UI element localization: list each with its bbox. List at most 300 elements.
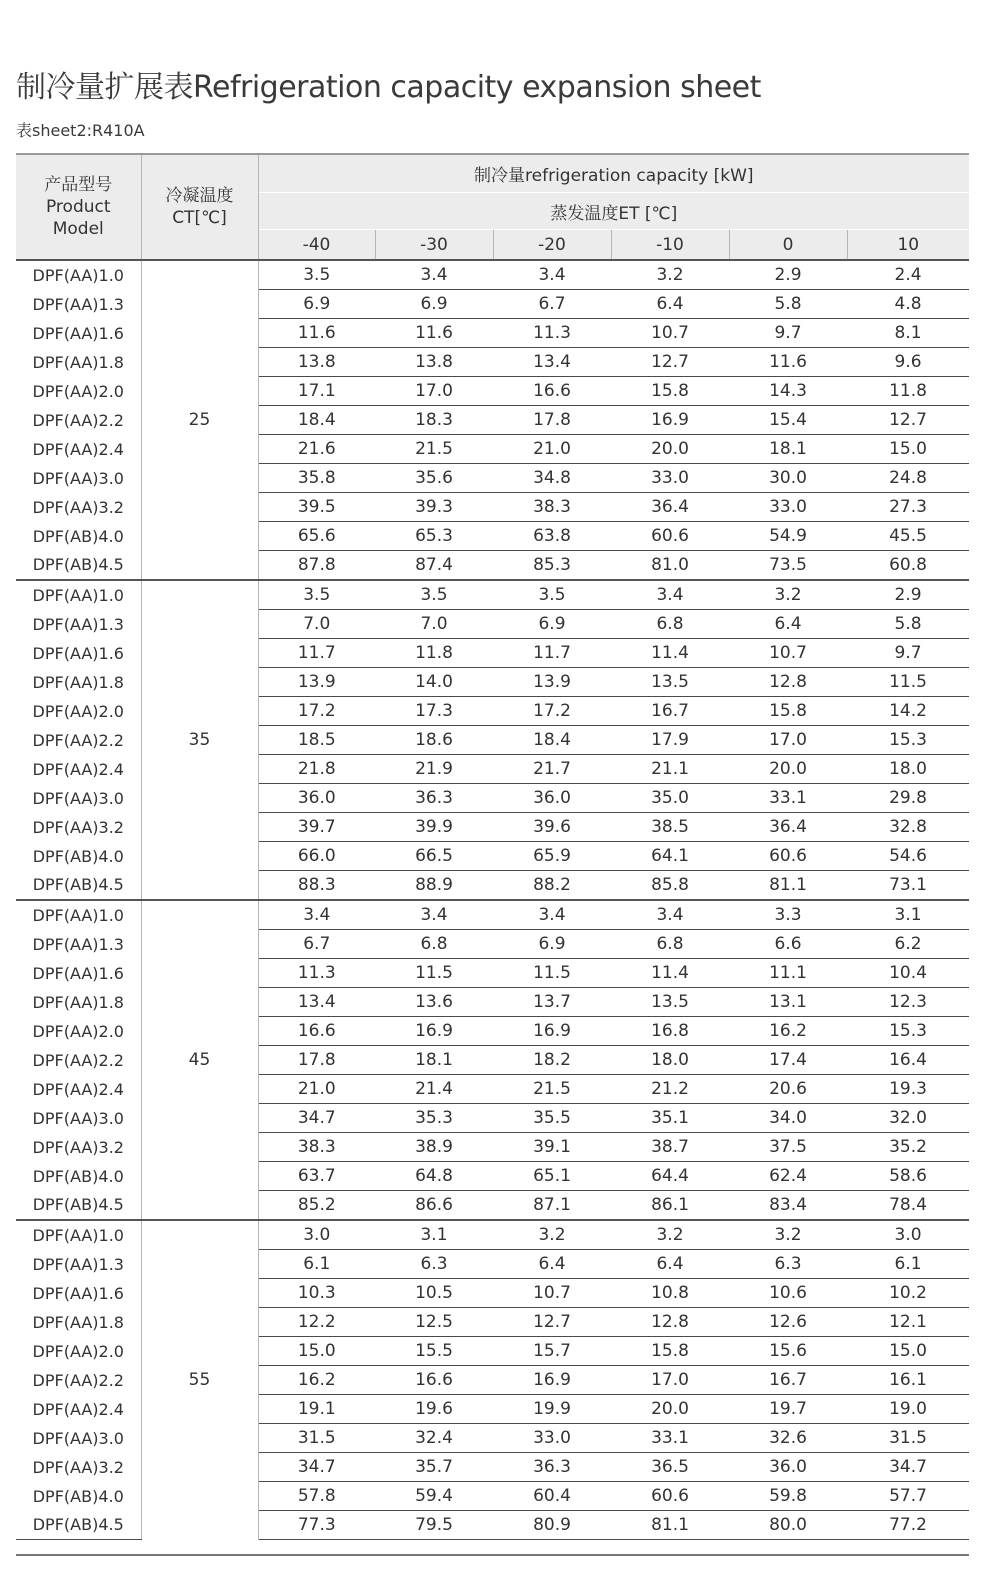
capacity-cell: 21.2 [611, 1075, 729, 1104]
capacity-cell: 18.0 [611, 1046, 729, 1075]
capacity-cell: 65.6 [258, 522, 375, 551]
capacity-cell: 15.5 [375, 1337, 493, 1366]
capacity-cell: 86.1 [611, 1191, 729, 1221]
capacity-cell: 14.2 [847, 697, 969, 726]
capacity-cell: 3.4 [375, 260, 493, 290]
capacity-cell: 16.9 [611, 406, 729, 435]
capacity-cell: 64.1 [611, 842, 729, 871]
model-cell: DPF(AB)4.5 [16, 551, 141, 581]
capacity-cell: 60.8 [847, 551, 969, 581]
capacity-cell: 18.1 [375, 1046, 493, 1075]
capacity-cell: 36.5 [611, 1453, 729, 1482]
capacity-cell: 36.0 [258, 784, 375, 813]
capacity-cell: 3.5 [375, 580, 493, 610]
capacity-cell: 57.8 [258, 1482, 375, 1511]
capacity-cell: 21.9 [375, 755, 493, 784]
model-cell: DPF(AA)1.8 [16, 348, 141, 377]
capacity-cell: 13.5 [611, 988, 729, 1017]
capacity-cell: 9.6 [847, 348, 969, 377]
capacity-cell: 35.0 [611, 784, 729, 813]
model-cell: DPF(AA)3.2 [16, 1453, 141, 1482]
capacity-cell: 18.5 [258, 726, 375, 755]
table-row [16, 260, 969, 290]
capacity-cell: 21.4 [375, 1075, 493, 1104]
model-cell: DPF(AA)2.2 [16, 1366, 141, 1395]
capacity-cell: 38.3 [493, 493, 611, 522]
header-model-cn: 产品型号 [44, 175, 113, 195]
capacity-cell: 60.4 [493, 1482, 611, 1511]
capacity-cell: 3.4 [493, 260, 611, 290]
capacity-cell: 38.5 [611, 813, 729, 842]
header-model-en-1: Product [45, 197, 111, 217]
capacity-cell: 21.0 [258, 1075, 375, 1104]
capacity-cell: 21.5 [493, 1075, 611, 1104]
capacity-cell: 6.2 [847, 930, 969, 959]
capacity-cell: 6.9 [375, 290, 493, 319]
capacity-cell: 6.4 [611, 290, 729, 319]
capacity-cell: 17.0 [611, 1366, 729, 1395]
capacity-cell: 3.0 [847, 1220, 969, 1250]
model-cell: DPF(AA)3.0 [16, 1424, 141, 1453]
capacity-cell: 3.2 [729, 580, 847, 610]
capacity-cell: 11.5 [847, 668, 969, 697]
capacity-cell: 63.8 [493, 522, 611, 551]
capacity-cell: 4.8 [847, 290, 969, 319]
capacity-cell: 36.4 [729, 813, 847, 842]
capacity-cell: 18.0 [847, 755, 969, 784]
capacity-cell: 80.0 [729, 1511, 847, 1540]
capacity-cell: 32.0 [847, 1104, 969, 1133]
capacity-cell: 87.8 [258, 551, 375, 581]
capacity-cell: 13.5 [611, 668, 729, 697]
capacity-cell: 65.3 [375, 522, 493, 551]
capacity-cell: 17.4 [729, 1046, 847, 1075]
capacity-cell: 34.7 [258, 1104, 375, 1133]
header-ct-en: CT[℃] [172, 208, 227, 228]
capacity-cell: 88.2 [493, 871, 611, 901]
capacity-cell: 13.6 [375, 988, 493, 1017]
header-et-col: 10 [847, 230, 969, 261]
capacity-cell: 36.3 [375, 784, 493, 813]
table-body [16, 260, 969, 1540]
capacity-cell: 18.1 [729, 435, 847, 464]
header-refrigeration-capacity: 制冷量refrigeration capacity [kW] [258, 154, 969, 193]
capacity-cell: 10.7 [729, 639, 847, 668]
capacity-cell: 19.6 [375, 1395, 493, 1424]
capacity-cell: 17.8 [258, 1046, 375, 1075]
capacity-cell: 12.7 [611, 348, 729, 377]
model-cell: DPF(AA)2.0 [16, 1017, 141, 1046]
capacity-cell: 15.3 [847, 726, 969, 755]
capacity-cell: 16.9 [493, 1017, 611, 1046]
model-cell: DPF(AA)3.0 [16, 464, 141, 493]
capacity-cell: 11.8 [847, 377, 969, 406]
ct-cell: 35 [141, 580, 258, 900]
capacity-cell: 13.8 [375, 348, 493, 377]
model-cell: DPF(AA)1.6 [16, 959, 141, 988]
model-cell: DPF(AA)2.0 [16, 1337, 141, 1366]
capacity-cell: 36.0 [729, 1453, 847, 1482]
capacity-cell: 14.0 [375, 668, 493, 697]
model-cell: DPF(AA)1.0 [16, 900, 141, 930]
capacity-cell: 11.6 [375, 319, 493, 348]
model-cell: DPF(AA)1.0 [16, 580, 141, 610]
capacity-cell: 20.6 [729, 1075, 847, 1104]
capacity-cell: 31.5 [847, 1424, 969, 1453]
capacity-cell: 6.4 [729, 610, 847, 639]
capacity-cell: 10.2 [847, 1279, 969, 1308]
capacity-cell: 10.7 [611, 319, 729, 348]
capacity-cell: 11.4 [611, 639, 729, 668]
capacity-cell: 12.7 [847, 406, 969, 435]
header-et-col: -10 [611, 230, 729, 261]
capacity-cell: 58.6 [847, 1162, 969, 1191]
capacity-cell: 85.3 [493, 551, 611, 581]
capacity-cell: 81.0 [611, 551, 729, 581]
capacity-cell: 15.0 [847, 1337, 969, 1366]
capacity-cell: 20.0 [611, 435, 729, 464]
capacity-cell: 10.3 [258, 1279, 375, 1308]
capacity-cell: 10.6 [729, 1279, 847, 1308]
capacity-cell: 64.4 [611, 1162, 729, 1191]
capacity-cell: 6.4 [493, 1250, 611, 1279]
capacity-cell: 32.4 [375, 1424, 493, 1453]
capacity-cell: 37.5 [729, 1133, 847, 1162]
model-cell: DPF(AA)1.6 [16, 319, 141, 348]
model-cell: DPF(AA)1.0 [16, 1220, 141, 1250]
capacity-cell: 73.5 [729, 551, 847, 581]
model-cell: DPF(AA)2.4 [16, 435, 141, 464]
header-et-col: -40 [258, 230, 375, 261]
model-cell: DPF(AA)2.0 [16, 377, 141, 406]
capacity-cell: 5.8 [729, 290, 847, 319]
capacity-cell: 6.8 [611, 610, 729, 639]
capacity-cell: 13.4 [493, 348, 611, 377]
capacity-cell: 38.3 [258, 1133, 375, 1162]
capacity-cell: 12.8 [611, 1308, 729, 1337]
capacity-table [16, 153, 969, 1540]
capacity-cell: 3.1 [375, 1220, 493, 1250]
capacity-cell: 15.3 [847, 1017, 969, 1046]
model-cell: DPF(AA)2.2 [16, 1046, 141, 1075]
capacity-cell: 34.7 [847, 1453, 969, 1482]
model-cell: DPF(AA)1.6 [16, 639, 141, 668]
model-cell: DPF(AB)4.0 [16, 842, 141, 871]
capacity-cell: 11.7 [258, 639, 375, 668]
capacity-cell: 15.6 [729, 1337, 847, 1366]
capacity-cell: 15.8 [729, 697, 847, 726]
capacity-cell: 2.4 [847, 260, 969, 290]
capacity-cell: 35.2 [847, 1133, 969, 1162]
capacity-cell: 19.3 [847, 1075, 969, 1104]
capacity-cell: 11.8 [375, 639, 493, 668]
capacity-cell: 88.9 [375, 871, 493, 901]
capacity-cell: 16.9 [375, 1017, 493, 1046]
capacity-cell: 35.7 [375, 1453, 493, 1482]
capacity-cell: 15.0 [847, 435, 969, 464]
capacity-cell: 13.8 [258, 348, 375, 377]
capacity-cell: 6.9 [258, 290, 375, 319]
table-header [16, 154, 969, 260]
capacity-cell: 3.5 [258, 260, 375, 290]
header-et-col: -20 [493, 230, 611, 261]
capacity-cell: 3.4 [375, 900, 493, 930]
capacity-cell: 17.3 [375, 697, 493, 726]
capacity-cell: 13.7 [493, 988, 611, 1017]
model-cell: DPF(AB)4.0 [16, 1482, 141, 1511]
capacity-cell: 59.4 [375, 1482, 493, 1511]
capacity-cell: 16.2 [258, 1366, 375, 1395]
capacity-cell: 6.1 [258, 1250, 375, 1279]
capacity-cell: 59.8 [729, 1482, 847, 1511]
capacity-cell: 16.6 [375, 1366, 493, 1395]
capacity-cell: 12.7 [493, 1308, 611, 1337]
model-cell: DPF(AA)1.6 [16, 1279, 141, 1308]
capacity-cell: 34.0 [729, 1104, 847, 1133]
capacity-cell: 36.3 [493, 1453, 611, 1482]
model-cell: DPF(AA)2.4 [16, 1395, 141, 1424]
capacity-cell: 6.9 [493, 610, 611, 639]
capacity-cell: 24.8 [847, 464, 969, 493]
capacity-cell: 6.3 [729, 1250, 847, 1279]
capacity-cell: 39.9 [375, 813, 493, 842]
model-cell: DPF(AA)1.3 [16, 610, 141, 639]
capacity-cell: 10.8 [611, 1279, 729, 1308]
capacity-cell: 16.9 [493, 1366, 611, 1395]
table-bottom-rule [16, 1554, 969, 1556]
capacity-cell: 3.4 [258, 900, 375, 930]
capacity-cell: 21.8 [258, 755, 375, 784]
model-cell: DPF(AB)4.5 [16, 1191, 141, 1221]
model-cell: DPF(AA)1.3 [16, 1250, 141, 1279]
capacity-cell: 11.4 [611, 959, 729, 988]
capacity-cell: 15.8 [611, 377, 729, 406]
capacity-cell: 18.3 [375, 406, 493, 435]
capacity-cell: 2.9 [847, 580, 969, 610]
capacity-cell: 21.1 [611, 755, 729, 784]
capacity-cell: 18.4 [493, 726, 611, 755]
capacity-cell: 32.8 [847, 813, 969, 842]
header-et-col: -30 [375, 230, 493, 261]
capacity-cell: 81.1 [729, 871, 847, 901]
model-cell: DPF(AA)1.3 [16, 290, 141, 319]
capacity-cell: 35.6 [375, 464, 493, 493]
capacity-cell: 65.1 [493, 1162, 611, 1191]
capacity-cell: 88.3 [258, 871, 375, 901]
header-evaporating-temp: 蒸发温度ET [℃] [258, 193, 969, 230]
capacity-cell: 6.1 [847, 1250, 969, 1279]
capacity-cell: 12.2 [258, 1308, 375, 1337]
capacity-cell: 3.5 [493, 580, 611, 610]
capacity-cell: 14.3 [729, 377, 847, 406]
capacity-cell: 12.3 [847, 988, 969, 1017]
capacity-cell: 6.3 [375, 1250, 493, 1279]
capacity-cell: 66.5 [375, 842, 493, 871]
capacity-cell: 31.5 [258, 1424, 375, 1453]
capacity-cell: 7.0 [375, 610, 493, 639]
capacity-cell: 35.3 [375, 1104, 493, 1133]
capacity-cell: 3.2 [493, 1220, 611, 1250]
capacity-cell: 13.4 [258, 988, 375, 1017]
sheet-subtitle: 表sheet2:R410A [16, 121, 145, 140]
model-cell: DPF(AA)2.0 [16, 697, 141, 726]
capacity-cell: 33.1 [611, 1424, 729, 1453]
capacity-cell: 6.8 [611, 930, 729, 959]
page-title: 制冷量扩展表Refrigeration capacity expansion sheet [16, 70, 761, 105]
capacity-cell: 11.6 [729, 348, 847, 377]
capacity-cell: 16.6 [493, 377, 611, 406]
capacity-cell: 13.9 [258, 668, 375, 697]
capacity-cell: 3.2 [729, 1220, 847, 1250]
capacity-cell: 18.4 [258, 406, 375, 435]
capacity-cell: 20.0 [611, 1395, 729, 1424]
capacity-cell: 13.9 [493, 668, 611, 697]
capacity-cell: 8.1 [847, 319, 969, 348]
ct-cell: 45 [141, 900, 258, 1220]
capacity-cell: 10.5 [375, 1279, 493, 1308]
capacity-cell: 38.9 [375, 1133, 493, 1162]
capacity-cell: 16.2 [729, 1017, 847, 1046]
capacity-cell: 3.2 [611, 260, 729, 290]
model-cell: DPF(AA)3.0 [16, 1104, 141, 1133]
capacity-cell: 33.0 [611, 464, 729, 493]
capacity-cell: 18.6 [375, 726, 493, 755]
table-row [16, 1220, 969, 1250]
model-cell: DPF(AA)1.3 [16, 930, 141, 959]
capacity-cell: 15.8 [611, 1337, 729, 1366]
capacity-cell: 11.5 [493, 959, 611, 988]
capacity-cell: 3.0 [258, 1220, 375, 1250]
capacity-cell: 33.0 [493, 1424, 611, 1453]
capacity-cell: 12.6 [729, 1308, 847, 1337]
capacity-cell: 6.9 [493, 930, 611, 959]
capacity-cell: 20.0 [729, 755, 847, 784]
capacity-cell: 11.3 [493, 319, 611, 348]
capacity-cell: 21.0 [493, 435, 611, 464]
capacity-cell: 36.4 [611, 493, 729, 522]
header-condensing-temp [141, 154, 258, 260]
capacity-cell: 19.7 [729, 1395, 847, 1424]
capacity-cell: 16.6 [258, 1017, 375, 1046]
capacity-cell: 10.4 [847, 959, 969, 988]
capacity-cell: 16.8 [611, 1017, 729, 1046]
capacity-cell: 6.7 [493, 290, 611, 319]
capacity-cell: 63.7 [258, 1162, 375, 1191]
capacity-cell: 17.2 [258, 697, 375, 726]
model-cell: DPF(AA)3.0 [16, 784, 141, 813]
capacity-cell: 17.0 [375, 377, 493, 406]
capacity-cell: 6.7 [258, 930, 375, 959]
capacity-cell: 36.0 [493, 784, 611, 813]
header-ct-cn: 冷凝温度 [165, 186, 234, 206]
model-cell: DPF(AB)4.5 [16, 871, 141, 901]
capacity-cell: 60.6 [611, 1482, 729, 1511]
model-cell: DPF(AA)1.8 [16, 668, 141, 697]
model-cell: DPF(AA)2.4 [16, 755, 141, 784]
capacity-cell: 80.9 [493, 1511, 611, 1540]
capacity-cell: 27.3 [847, 493, 969, 522]
capacity-cell: 11.7 [493, 639, 611, 668]
model-cell: DPF(AA)1.8 [16, 1308, 141, 1337]
capacity-cell: 38.7 [611, 1133, 729, 1162]
capacity-cell: 16.7 [729, 1366, 847, 1395]
table-row [16, 900, 969, 930]
capacity-cell: 11.6 [258, 319, 375, 348]
capacity-cell: 33.1 [729, 784, 847, 813]
capacity-cell: 64.8 [375, 1162, 493, 1191]
capacity-cell: 5.8 [847, 610, 969, 639]
capacity-cell: 3.5 [258, 580, 375, 610]
capacity-cell: 60.6 [611, 522, 729, 551]
capacity-cell: 6.8 [375, 930, 493, 959]
capacity-cell: 6.6 [729, 930, 847, 959]
capacity-cell: 3.3 [729, 900, 847, 930]
capacity-cell: 54.6 [847, 842, 969, 871]
capacity-cell: 19.0 [847, 1395, 969, 1424]
capacity-cell: 79.5 [375, 1511, 493, 1540]
capacity-cell: 35.1 [611, 1104, 729, 1133]
capacity-cell: 39.5 [258, 493, 375, 522]
capacity-cell: 66.0 [258, 842, 375, 871]
capacity-cell: 87.1 [493, 1191, 611, 1221]
capacity-cell: 2.9 [729, 260, 847, 290]
capacity-cell: 34.8 [493, 464, 611, 493]
table-row [16, 580, 969, 610]
capacity-cell: 16.4 [847, 1046, 969, 1075]
capacity-cell: 3.2 [611, 1220, 729, 1250]
model-cell: DPF(AA)2.2 [16, 406, 141, 435]
capacity-cell: 7.0 [258, 610, 375, 639]
capacity-cell: 12.5 [375, 1308, 493, 1337]
model-cell: DPF(AA)3.2 [16, 493, 141, 522]
capacity-cell: 21.6 [258, 435, 375, 464]
capacity-cell: 9.7 [847, 639, 969, 668]
capacity-cell: 3.4 [611, 900, 729, 930]
capacity-cell: 78.4 [847, 1191, 969, 1221]
capacity-cell: 13.1 [729, 988, 847, 1017]
capacity-cell: 18.2 [493, 1046, 611, 1075]
capacity-cell: 32.6 [729, 1424, 847, 1453]
capacity-cell: 17.0 [729, 726, 847, 755]
capacity-cell: 17.2 [493, 697, 611, 726]
model-cell: DPF(AA)2.4 [16, 1075, 141, 1104]
capacity-cell: 81.1 [611, 1511, 729, 1540]
model-cell: DPF(AB)4.5 [16, 1511, 141, 1540]
model-cell: DPF(AA)2.2 [16, 726, 141, 755]
capacity-cell: 11.1 [729, 959, 847, 988]
capacity-cell: 85.8 [611, 871, 729, 901]
capacity-cell: 54.9 [729, 522, 847, 551]
capacity-cell: 65.9 [493, 842, 611, 871]
capacity-cell: 57.7 [847, 1482, 969, 1511]
capacity-cell: 6.4 [611, 1250, 729, 1279]
capacity-cell: 11.5 [375, 959, 493, 988]
capacity-cell: 15.0 [258, 1337, 375, 1366]
capacity-cell: 12.8 [729, 668, 847, 697]
capacity-cell: 17.8 [493, 406, 611, 435]
capacity-cell: 39.3 [375, 493, 493, 522]
capacity-cell: 86.6 [375, 1191, 493, 1221]
capacity-cell: 33.0 [729, 493, 847, 522]
capacity-cell: 34.7 [258, 1453, 375, 1482]
header-product-model [16, 154, 141, 260]
capacity-cell: 85.2 [258, 1191, 375, 1221]
capacity-cell: 21.5 [375, 435, 493, 464]
capacity-cell: 9.7 [729, 319, 847, 348]
capacity-cell: 35.8 [258, 464, 375, 493]
capacity-cell: 17.1 [258, 377, 375, 406]
capacity-cell: 87.4 [375, 551, 493, 581]
